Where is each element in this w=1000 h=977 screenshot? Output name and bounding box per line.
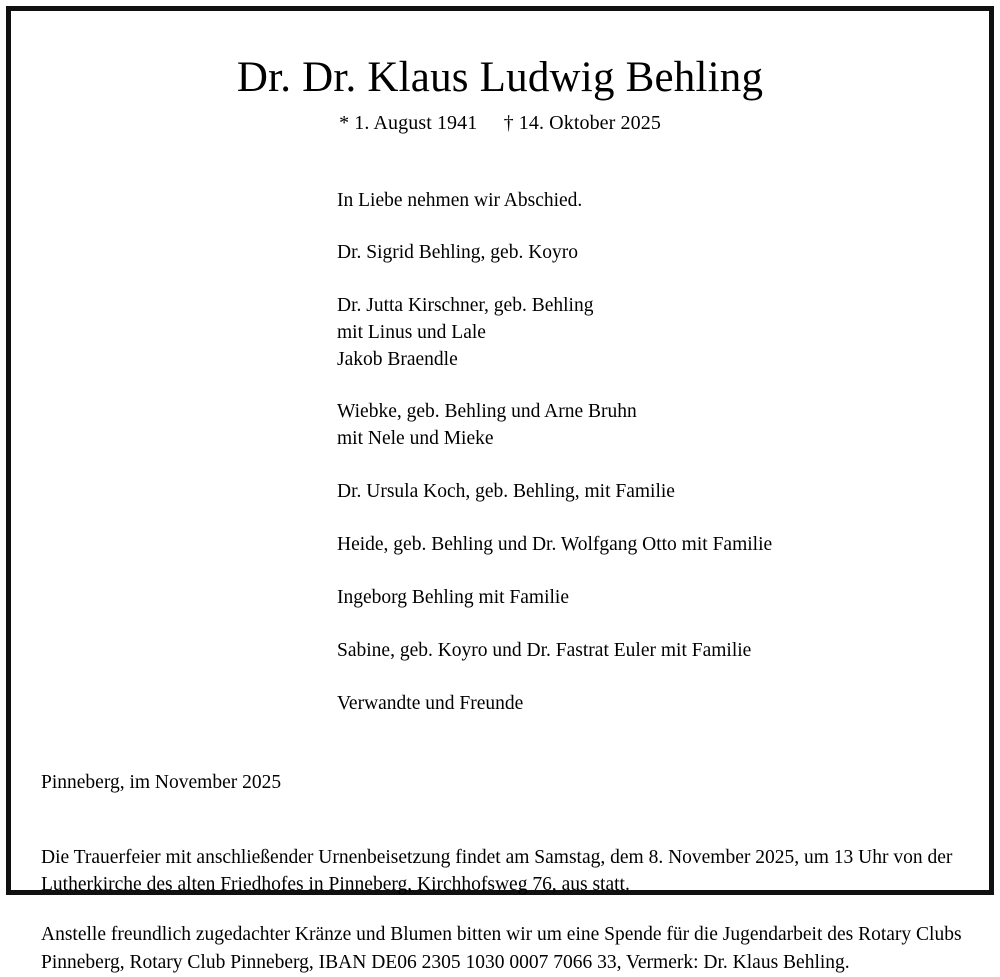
- mourner-group: [337, 532, 963, 559]
- donation-paragraph: Anstelle freundlich zugedachter Kränze und Blumen bitten wir um eine Spende für die Jugendarbeit des Rotary Clubs Pinneberg, Rotary Club Pinneberg, IBAN DE06 2305 1030 0007 7066 33, Vermerk: Dr. Klaus Behling.: [41, 924, 962, 973]
- mourner-group: [337, 240, 963, 267]
- mourner-group: [337, 691, 963, 718]
- mourner-line: Sabine, geb. Koyro und Dr. Fastrat Euler mit Familie: [337, 639, 752, 661]
- footer-notes: [37, 844, 963, 977]
- mourners-block: [37, 189, 963, 717]
- mourner-line: Ingeborg Behling mit Familie: [337, 587, 569, 609]
- mourner-group: [337, 638, 963, 665]
- mourner-group: [337, 399, 963, 453]
- mourner-line: Heide, geb. Behling und Dr. Wolfgang Otto mit Familie: [337, 534, 773, 556]
- mourning-intro: In Liebe nehmen wir Abschied.: [337, 190, 583, 212]
- mourner-line: mit Nele und Mieke: [337, 428, 494, 450]
- mourner-line: Wiebke, geb. Behling und Arne Bruhn: [337, 401, 637, 423]
- mourner-line: mit Linus und Lale: [337, 321, 486, 343]
- mourner-group: [337, 293, 963, 374]
- mourner-line: Dr. Jutta Kirschner, geb. Behling: [337, 294, 594, 316]
- death-date: † 14. Oktober 2025: [503, 112, 661, 135]
- mourner-group: [337, 585, 963, 612]
- place-and-date: Pinneberg, im November 2025: [41, 771, 282, 793]
- deceased-name: Dr. Dr. Klaus Ludwig Behling: [236, 54, 764, 101]
- ceremony-paragraph: Die Trauerfeier mit anschließender Urnenbeisetzung findet am Samstag, dem 8. November 2025, um 13 Uhr von der Lutherkirche des alten Friedhofes in Pinneberg, Kirchhofsweg 76, aus statt.: [41, 846, 953, 896]
- life-dates: [37, 112, 963, 135]
- obituary-content: [11, 11, 989, 973]
- mourner-line: Dr. Ursula Koch, geb. Behling, mit Familie: [337, 481, 675, 503]
- mourner-line: Jakob Braendle: [337, 348, 458, 370]
- mourner-group: [337, 479, 963, 506]
- birth-date: * 1. August 1941: [339, 112, 478, 135]
- mourner-line: Verwandte und Freunde: [337, 692, 524, 714]
- mourner-line: Dr. Sigrid Behling, geb. Koyro: [337, 241, 579, 263]
- obituary-frame: [6, 6, 994, 973]
